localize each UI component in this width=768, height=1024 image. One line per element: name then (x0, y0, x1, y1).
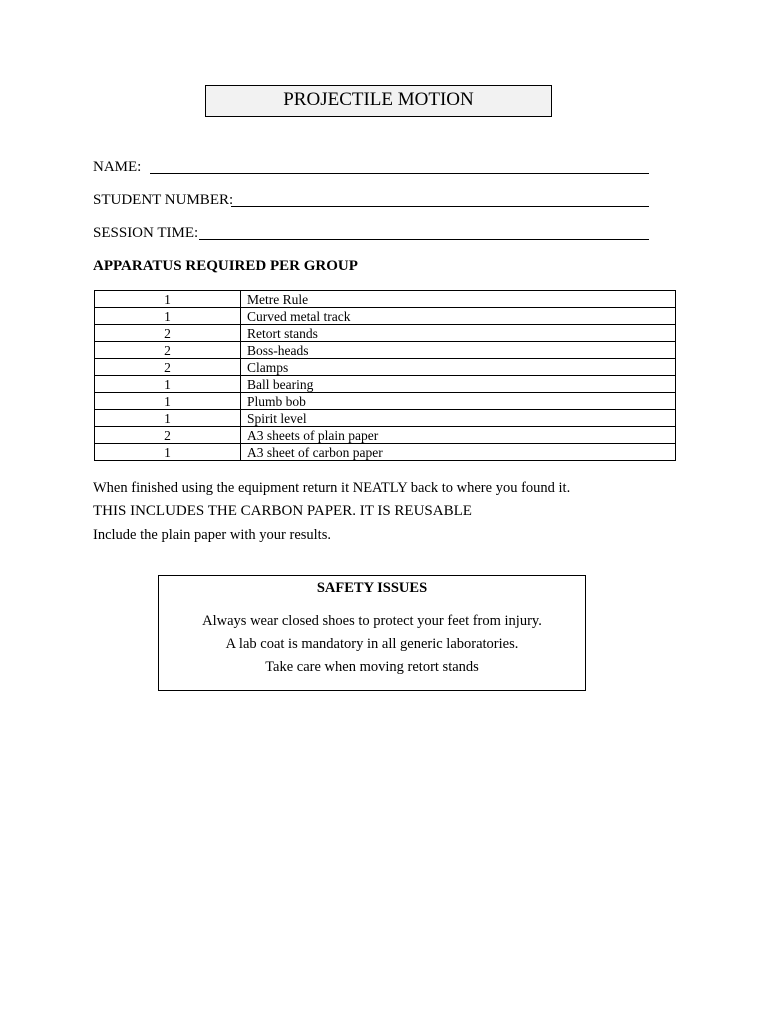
safety-issues-box (158, 575, 586, 691)
table-row (95, 427, 676, 444)
quantity-cell: 1 (95, 376, 241, 393)
table-row (95, 410, 676, 427)
name-label: NAME: (93, 159, 142, 175)
item-cell: Retort stands (241, 325, 676, 342)
table-row (95, 308, 676, 325)
table-row (95, 393, 676, 410)
item-cell: A3 sheets of plain paper (241, 427, 676, 444)
item-cell: Metre Rule (241, 291, 676, 308)
quantity-cell: 1 (95, 393, 241, 410)
safety-issues-title: SAFETY ISSUES (316, 580, 428, 596)
quantity-cell: 1 (95, 291, 241, 308)
apparatus-heading: APPARATUS REQUIRED PER GROUP (93, 258, 358, 274)
student-number-label: STUDENT NUMBER: (93, 192, 234, 208)
table-row (95, 342, 676, 359)
table-row (95, 325, 676, 342)
item-cell: Curved metal track (241, 308, 676, 325)
item-cell: Boss-heads (241, 342, 676, 359)
table-row (95, 359, 676, 376)
quantity-cell: 2 (95, 427, 241, 444)
quantity-cell: 2 (95, 325, 241, 342)
return-equipment-instruction: When finished using the equipment return it NEATLY back to where you found it. (93, 480, 571, 496)
quantity-cell: 1 (95, 308, 241, 325)
safety-item: A lab coat is mandatory in all generic laboratories. (225, 636, 519, 652)
carbon-paper-instruction: THIS INCLUDES THE CARBON PAPER. IT IS REUSABLE (93, 503, 472, 519)
table-row (95, 291, 676, 308)
safety-item: Always wear closed shoes to protect your feet from injury. (202, 613, 542, 629)
item-cell: Clamps (241, 359, 676, 376)
item-cell: Ball bearing (241, 376, 676, 393)
quantity-cell: 2 (95, 342, 241, 359)
item-cell: Spirit level (241, 410, 676, 427)
item-cell: A3 sheet of carbon paper (241, 444, 676, 461)
student-number-field-line (231, 206, 649, 207)
quantity-cell: 1 (95, 410, 241, 427)
quantity-cell: 1 (95, 444, 241, 461)
session-time-label: SESSION TIME: (93, 225, 199, 241)
safety-item: Take care when moving retort stands (265, 659, 479, 675)
plain-paper-instruction: Include the plain paper with your results. (93, 527, 331, 543)
item-cell: Plumb bob (241, 393, 676, 410)
session-time-field-line (199, 239, 649, 240)
page-title: PROJECTILE MOTION (205, 85, 552, 117)
name-field-line (150, 173, 649, 174)
table-row (95, 444, 676, 461)
apparatus-table (94, 290, 676, 461)
table-row (95, 376, 676, 393)
quantity-cell: 2 (95, 359, 241, 376)
